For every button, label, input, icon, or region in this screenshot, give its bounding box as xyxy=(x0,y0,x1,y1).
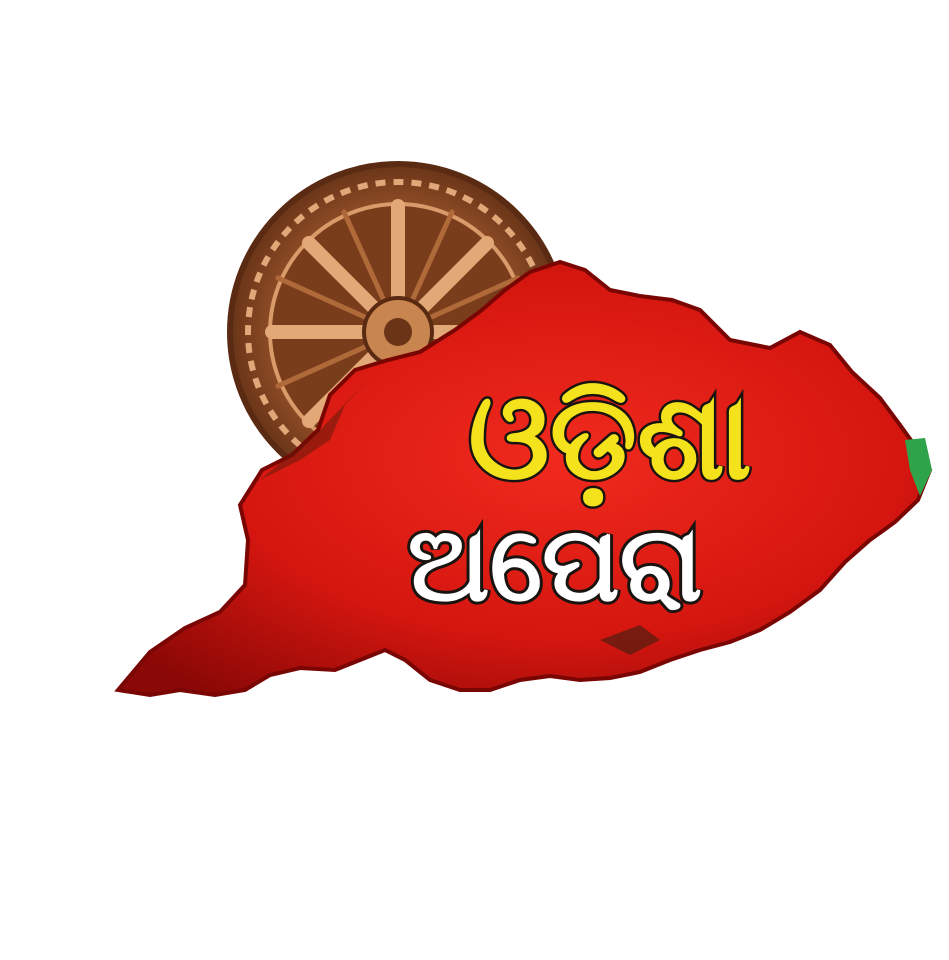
logo-title-odisha: ଓଡ଼ିଶା xyxy=(468,368,752,506)
logo-title-opera: ଅପେରା xyxy=(407,503,703,625)
